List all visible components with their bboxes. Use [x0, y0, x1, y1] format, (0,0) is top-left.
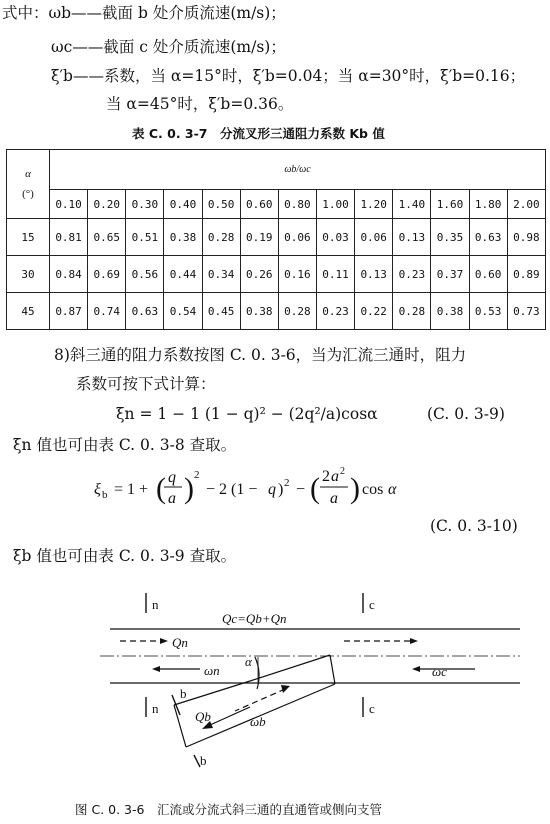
svg-text:cos: cos: [362, 481, 384, 498]
flow-qb-label: Qb: [195, 709, 211, 724]
kb-value-cell: 0.13: [355, 256, 393, 293]
ratio-cell: 1.00: [316, 190, 354, 219]
branch-pipe-end: [174, 705, 186, 747]
branch-pipe-junction: [330, 655, 335, 684]
table-row: [7, 256, 546, 293]
kb-value-cell: 0.38: [240, 293, 278, 330]
svg-text:): ): [184, 472, 194, 505]
ratio-cell: 0.30: [126, 190, 164, 219]
kb-value-cell: 0.73: [507, 293, 545, 330]
kb-value-cell: 0.13: [393, 219, 431, 256]
svg-text:2: 2: [284, 477, 290, 489]
kb-value-cell: 0.19: [240, 219, 278, 256]
kb-value-cell: 0.35: [431, 219, 469, 256]
kb-value-cell: 0.26: [240, 256, 278, 293]
svg-text:2: 2: [194, 469, 200, 481]
kb-value-cell: 0.34: [202, 256, 240, 293]
svg-text:a: a: [331, 468, 339, 485]
ratio-cell: 0.80: [278, 190, 316, 219]
xi-b-note: ξb 值也可由表 C. 0. 3-9 查取。: [13, 547, 237, 565]
flow-qn-label: Qn: [172, 635, 188, 650]
kb-value-cell: 0.89: [507, 256, 545, 293]
kb-value-cell: 0.06: [355, 219, 393, 256]
alpha-label: α: [25, 168, 31, 180]
svg-text:): ): [278, 481, 284, 498]
ratio-cell: 0.20: [88, 190, 126, 219]
kb-value-cell: 0.28: [393, 293, 431, 330]
svg-text:b: b: [102, 489, 108, 501]
section-n-label-bottom: n: [152, 701, 159, 716]
ratio-cell: 0.50: [202, 190, 240, 219]
svg-text:(: (: [310, 472, 320, 505]
ratio-cell: 1.60: [431, 190, 469, 219]
kb-value-cell: 0.23: [316, 293, 354, 330]
ratio-cell: 1.40: [393, 190, 431, 219]
kb-value-cell: 0.69: [88, 256, 126, 293]
svg-text:a: a: [330, 490, 338, 507]
para-8-line2: 系数可按下式计算：: [76, 375, 216, 393]
xi-n-note: ξn 值也可由表 C. 0. 3-8 查取。: [13, 436, 237, 454]
svg-text:2: 2: [340, 466, 345, 477]
section-c-label-top: c: [369, 597, 375, 612]
kb-value-cell: 0.16: [278, 256, 316, 293]
alpha-value-cell: 15: [7, 219, 50, 256]
angle-alpha-label: α: [245, 654, 252, 669]
kb-value-cell: 0.84: [50, 256, 88, 293]
table-row: [7, 293, 546, 330]
def-line-xib-45: 当 α=45°时，ξ′b=0.36。: [106, 95, 294, 113]
kb-value-cell: 0.74: [88, 293, 126, 330]
equation-c0339: ξn = 1 − 1 (1 − q)² − (2q²/a)cosα: [116, 405, 378, 423]
figure-caption: 图 C. 0. 3-6 汇流或分流式斜三通的直通管或侧向支管: [75, 802, 382, 817]
kb-value-cell: 0.38: [164, 219, 202, 256]
svg-text:q: q: [168, 469, 176, 486]
kb-value-cell: 0.28: [202, 219, 240, 256]
para-8-line1: 8)斜三通的阻力系数按图 C. 0. 3-6，当为汇流三通时，阻力: [54, 346, 467, 364]
branch-pipe-top-wall-b: [250, 655, 330, 681]
svg-text:ξ: ξ: [94, 481, 101, 498]
def-line-xib: ξ′b——系数，当 α=15°时，ξ′b=0.04；当 α=30°时，ξ′b=0.16；: [51, 67, 526, 85]
alpha-unit: (°): [22, 188, 34, 200]
kb-value-cell: 0.23: [393, 256, 431, 293]
ratio-cell: 0.60: [240, 190, 278, 219]
ratio-cell: 2.00: [507, 190, 545, 219]
kb-value-cell: 0.60: [469, 256, 507, 293]
alpha-value-cell: 30: [7, 256, 50, 293]
svg-text:): ): [350, 472, 360, 505]
section-n-label-top: n: [152, 597, 159, 612]
svg-text:a: a: [168, 490, 176, 507]
flow-equation-label: Qc=Qb+Qn: [222, 611, 287, 626]
kb-value-cell: 0.63: [469, 219, 507, 256]
svg-text:2: 2: [322, 468, 330, 485]
equation-c03310-number: (C. 0. 3-10): [430, 517, 518, 535]
kb-value-cell: 0.98: [507, 219, 545, 256]
table-row: [7, 219, 546, 256]
kb-value-cell: 0.87: [50, 293, 88, 330]
kb-value-cell: 0.03: [316, 219, 354, 256]
table-caption: 表 C. 0. 3-7 分流叉形三通阻力系数 Kb 值: [132, 126, 385, 141]
kb-value-cell: 0.56: [126, 256, 164, 293]
alpha-header-cell: [7, 150, 50, 219]
oblique-tee-figure: [100, 585, 520, 770]
section-c-label-bottom: c: [369, 701, 375, 716]
kb-value-cell: 0.54: [164, 293, 202, 330]
svg-text:q: q: [268, 481, 276, 498]
kb-value-cell: 0.45: [202, 293, 240, 330]
angle-alpha-arc: [255, 657, 259, 689]
kb-value-cell: 0.06: [278, 219, 316, 256]
table-body: [7, 219, 546, 330]
kb-value-cell: 0.38: [431, 293, 469, 330]
section-b-label-bottom: b: [200, 753, 207, 768]
kb-value-cell: 0.44: [164, 256, 202, 293]
velocity-wc-label: ωc: [432, 664, 447, 679]
kb-value-cell: 0.11: [316, 256, 354, 293]
kb-value-cell: 0.81: [50, 219, 88, 256]
ratio-cell: 1.80: [469, 190, 507, 219]
ratio-cell: 0.40: [164, 190, 202, 219]
ratio-row: [7, 190, 546, 219]
section-b-label-top: b: [180, 686, 187, 701]
ratio-header: ωb/ωc: [50, 150, 546, 190]
kb-value-cell: 0.63: [126, 293, 164, 330]
equation-c0339-number: (C. 0. 3-9): [427, 405, 505, 423]
svg-text:(: (: [156, 472, 166, 505]
ratio-cell: 1.20: [355, 190, 393, 219]
velocity-wn-label: ωn: [204, 663, 220, 678]
svg-text:= 1 +: = 1 +: [114, 481, 149, 498]
kb-value-cell: 0.53: [469, 293, 507, 330]
kb-value-cell: 0.51: [126, 219, 164, 256]
svg-text:α: α: [388, 481, 397, 498]
kb-table: [6, 149, 546, 330]
def-line-wc: ωc——截面 c 处介质流速(m/s)；: [51, 38, 286, 56]
ratio-cell: 0.10: [50, 190, 88, 219]
kb-value-cell: 0.22: [355, 293, 393, 330]
def-line-wb: 式中：ωb——截面 b 处介质流速(m/s)；: [2, 4, 286, 22]
svg-text:−: −: [296, 481, 306, 498]
alpha-value-cell: 45: [7, 293, 50, 330]
kb-value-cell: 0.65: [88, 219, 126, 256]
kb-value-cell: 0.28: [278, 293, 316, 330]
svg-text:− 2 (1 −: − 2 (1 −: [206, 481, 258, 498]
equation-c03310: [90, 464, 470, 512]
kb-value-cell: 0.37: [431, 256, 469, 293]
velocity-wb-label: ωb: [250, 714, 266, 729]
